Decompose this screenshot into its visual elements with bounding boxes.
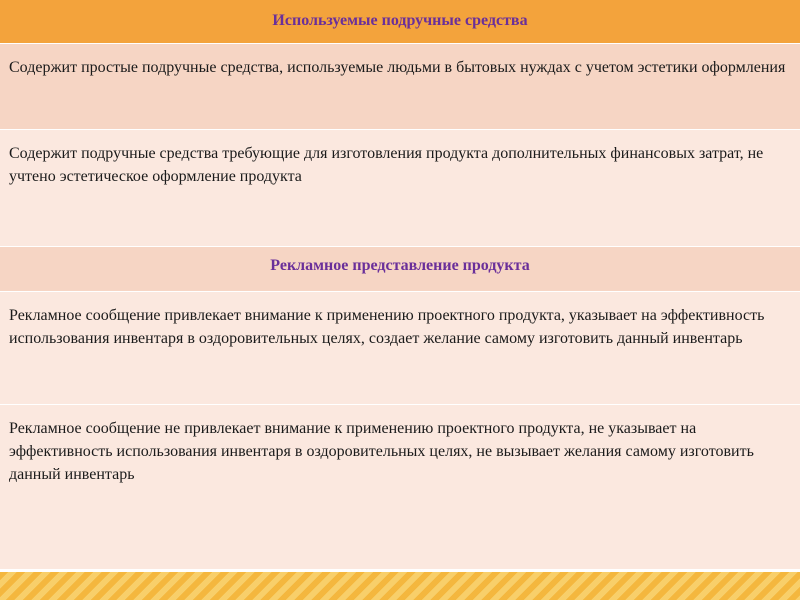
table-row [0,44,800,130]
table-header-tools [0,0,800,44]
table-row [0,292,800,405]
row-text-ad-attracts: Рекламное сообщение привлекает внимание к применению проектного продукта, указывает на эффективность использования инвентаря в оздоровительных целях, создает желание самому изготовить данный инвентарь [9,307,765,347]
table-section-header-advertising [0,247,800,292]
header-tools-label: Используемые подручные средства [272,12,528,29]
section-advertising-label: Рекламное представление продукта [270,257,530,274]
table-row [0,130,800,247]
row-text-simple-tools: Содержит простые подручные средства, используемые людьми в бытовых нуждах с учетом эстетики оформления [9,59,786,76]
footer-decorative-band [0,572,800,600]
row-text-costly-tools: Содержит подручные средства требующие для изготовления продукта дополнительных финансовых затрат, не учтено эстетическое оформление продукта [9,145,764,185]
row-text-ad-not-attracts: Рекламное сообщение не привлекает внимание к применению проектного продукта, не указывает на эффективность использования инвентаря в оздоровительных целях, не вызывает желания самому изготовить данный инвентарь [9,420,754,483]
table-row [0,405,800,570]
